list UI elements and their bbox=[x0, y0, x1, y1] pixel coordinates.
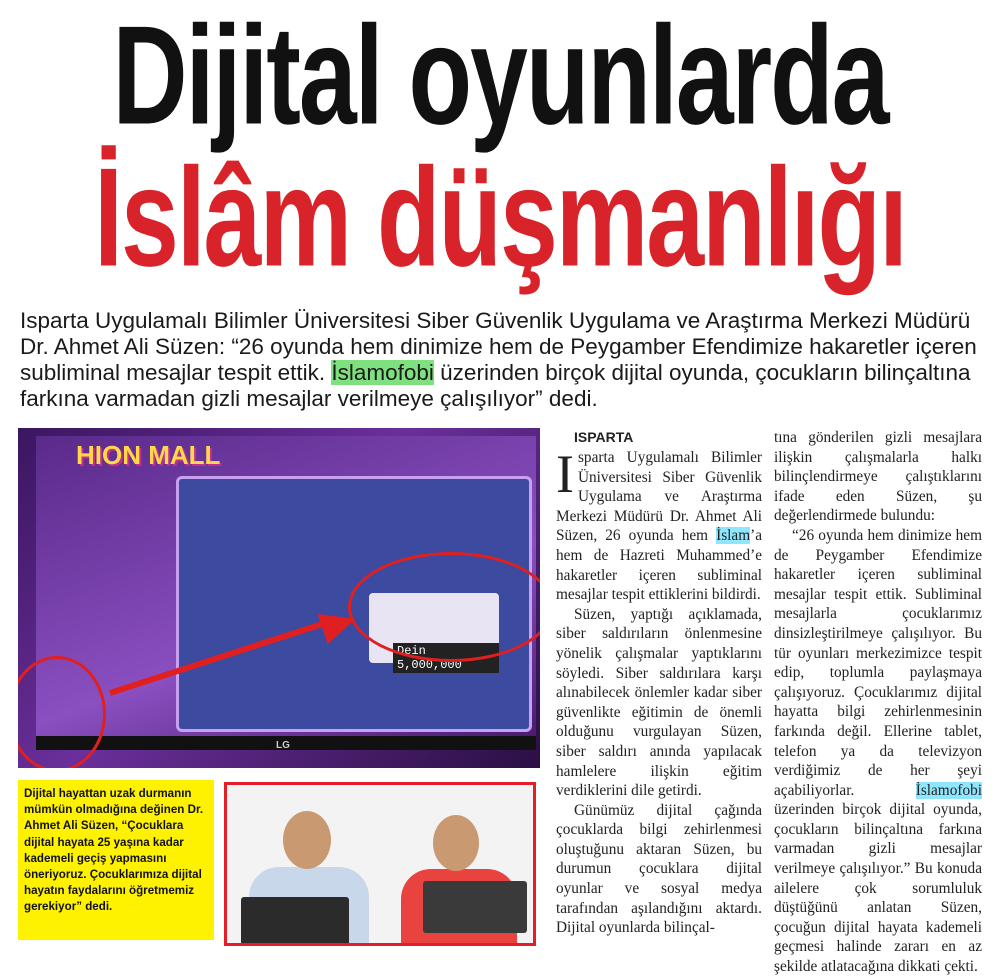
p1-highlight: İslam bbox=[716, 527, 751, 545]
article-paragraph-3: Günümüz dijital çağında çocuklarda bilgi zehirlenmesi oluştuğunu aktaran Süzen, bu durumun çocuklara dijital oyunlar ve sosyal medya tarafından aşılandığını aktardı. Dijital oyunlarda bilinçal- bbox=[556, 801, 762, 937]
game-title: HION MALL bbox=[76, 440, 221, 470]
p5-text-a: “26 oyunda hem dinimize hem de Peygamber Efendimize hakaretler içeren subliminal mesajlar tespit ettik. Subliminal mesajlarla çocuklarımız dinsizleştirilmeye çalışılıyor. Bu tür oyunları merkezimizce tespit edip, toplumla paylaşmaya çalışıyoruz. Çocuklarımız dijital hayatta bilgi zehirlenmesinin farkında değil. Ellerine tablet, telefon ya da televizyon verdiğimiz de her şeyi açabiliyorlar. bbox=[774, 526, 982, 799]
photo-caption: Dijital hayattan uzak durmanın mümkün olmadığına değinen Dr. Ahmet Ali Süzen, “Çocuklara dijital hayata 25 yaşına kadar kademeli geçiş yapmasını öneriyoruz. Çocuklarımıza dijital hayatın faydalarını öğretmemiz gerekiyor” dedi. bbox=[18, 780, 214, 940]
intro-text-1: Isparta Uygulamalı Bilimler Üniversitesi Siber Güvenlik Uygulama ve Araştırma Merkezi Müdürü Dr. Ahmet Ali Süzen: “26 oyunda hem dinimize hem de Peygamber Efendimize hakaretler içeren subliminal mesajlar tespit ettik. bbox=[20, 308, 977, 385]
article-paragraph-4: tına gönderilen gizli mesajlara ilişkin çalışmalarla halkı bilinçlendirmeye çalıştıklarını ifade eden Süzen, şu değerlendirmede bulundu: bbox=[774, 429, 982, 525]
intro-highlight: İslamofobi bbox=[331, 360, 434, 385]
dateline: ISPARTA bbox=[574, 429, 634, 445]
intro-paragraph bbox=[20, 308, 980, 412]
p1-text-a: sparta Uygulamalı Bilimler Üniversitesi Siber Güvenlik Uygulama ve Araştırma Merkezi Müdürü Dr. Ahmet Ali Süzen, 26 oyunda hem bbox=[556, 449, 762, 545]
article-paragraph-2: Süzen, yaptığı açıklamada, siber saldırıların önlenmesine yönelik çalışmalar yaptıklarını söyledi. Siber saldırılara karşı alınabilecek önlemler kadar siber güvenlikte eğitimin de önemli olduğunu vurgulayan Süzen, siber saldırı anında yapılacak hamlelere ilişkin eğitim verdiklerini dile getirdi. bbox=[556, 605, 762, 800]
article-column-2 bbox=[774, 428, 982, 977]
person-1-head bbox=[283, 811, 331, 869]
p5-highlight: İslamofobi bbox=[915, 781, 982, 799]
intro-text-2: üzerinden birçok dijital oyunda, çocukların bilinçaltına farkına varmadan gizli mesajlar verilmeye çalışılıyor” dedi. bbox=[20, 360, 971, 411]
p1-text-b: ’a hem de Hazreti Muhammed’e hakaretler içeren subliminal mesajlar tespit ettiklerini bildirdi. bbox=[556, 527, 762, 604]
laptop-1 bbox=[241, 897, 349, 945]
headline-line-2: İslâm düşmanlığı bbox=[94, 139, 906, 297]
drop-cap: I bbox=[556, 444, 574, 504]
highlight-circle-right bbox=[348, 552, 540, 662]
tv-logo: LG bbox=[276, 740, 290, 751]
researchers-photo bbox=[224, 782, 536, 946]
article-column-1 bbox=[556, 428, 762, 938]
headline-line-1: Dijital oyunlarda bbox=[112, 0, 888, 155]
game-screenshot-photo bbox=[18, 428, 540, 768]
game-item-price: Dein 5,000,000 bbox=[393, 643, 499, 673]
laptop-2 bbox=[423, 881, 527, 933]
p5-text-b: üzerinden birçok dijital oyunda, çocukların bilinçaltına farkına varmadan gizli mesajlar verilmeye çalışılıyor.” Bu konuda ailelere çok sorumluluk düştüğünü anlatan Süzen, çocuğun dijital hayata kademeli geçmesi halinde zararı en az şekilde atlatacağına dikkati çekti. bbox=[774, 801, 982, 976]
person-2-head bbox=[433, 815, 479, 871]
article-paragraph-1 bbox=[556, 444, 762, 605]
article-paragraph-5 bbox=[774, 526, 982, 977]
